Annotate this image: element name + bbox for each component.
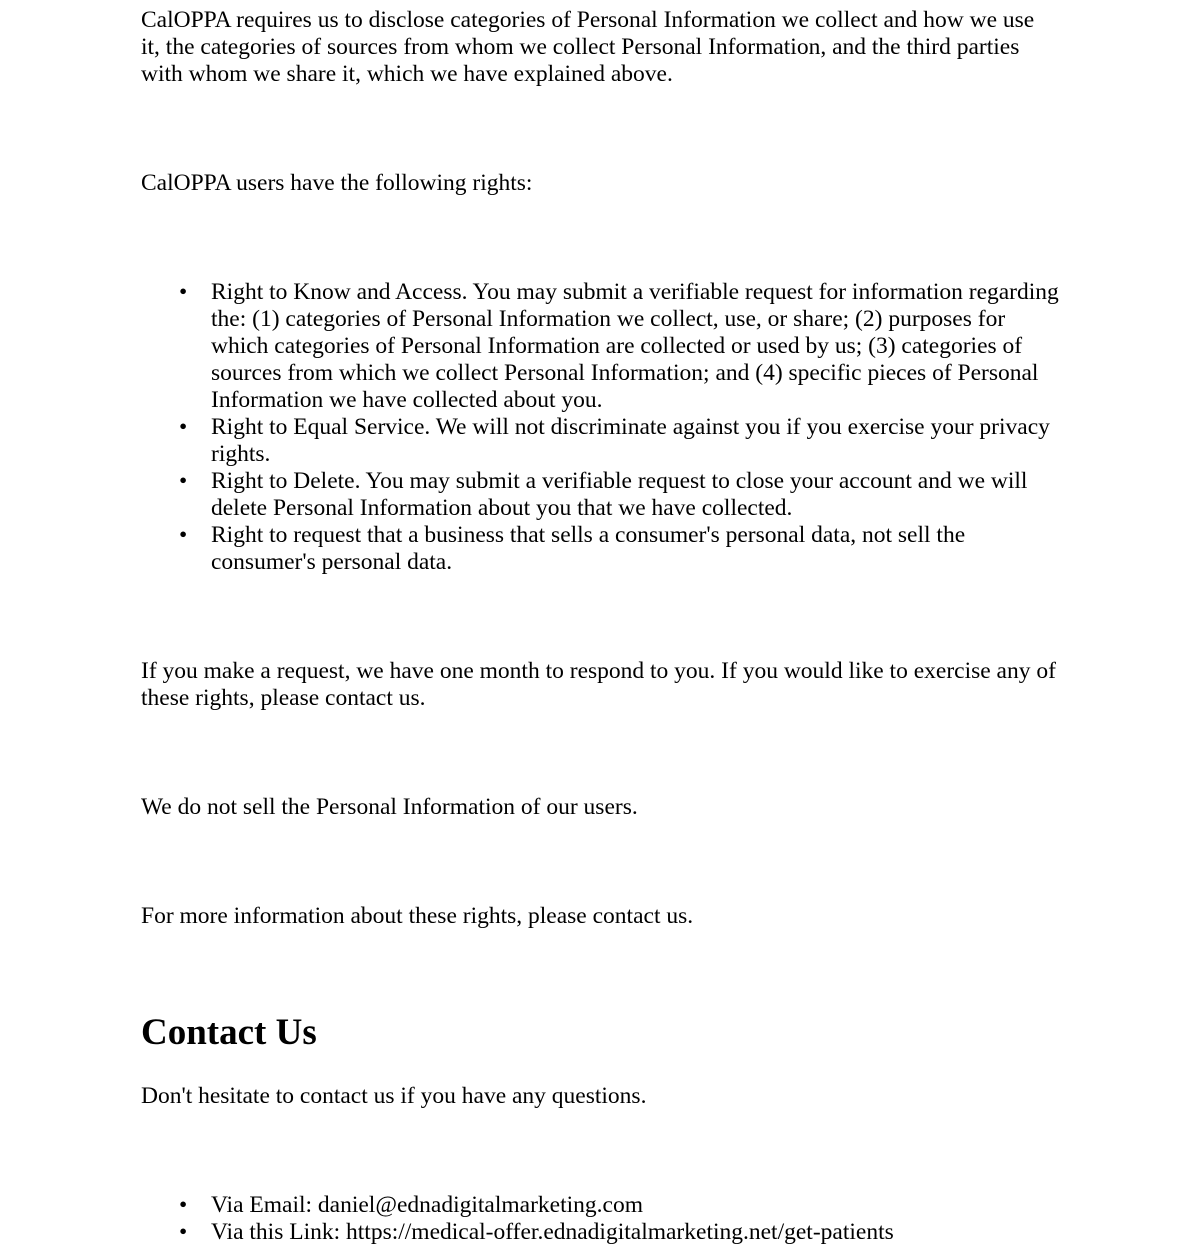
list-item-right-delete: • Right to Delete. You may submit a verifiable request to close your account and we will delete Personal Information about you that we have collected. [211, 468, 1059, 522]
list-item-right-know-access: • Right to Know and Access. You may submit a verifiable request for information regarding the: (1) categories of Personal Information we collect, use, or share; (2) purposes for which categories of Personal Information are collected or used by us; (3) categories of sources from which we collect Personal Information; and (4) specific pieces of Personal Information we have collected about you. [211, 279, 1059, 414]
list-item-contact-email: • Via Email: daniel@ednadigitalmarketing.com [211, 1192, 1059, 1219]
paragraph-rights-intro: CalOPPA users have the following rights: [141, 170, 533, 196]
paragraph-no-sell: We do not sell the Personal Information of our users. [141, 794, 638, 820]
contact-us-heading: Contact Us [141, 1012, 317, 1053]
list-item-contact-link: • Via this Link: https://medical-offer.ednadigitalmarketing.net/get-patients [211, 1219, 1059, 1246]
list-item-right-equal-service: • Right to Equal Service. We will not discriminate against you if you exercise your privacy rights. [211, 414, 1059, 468]
paragraph-contact-intro: Don't hesitate to contact us if you have any questions. [141, 1083, 647, 1109]
paragraph-request-response: If you make a request, we have one month to respond to you. If you would like to exercise any of these rights, please contact us. [141, 658, 1056, 711]
paragraph-caloppa-disclosure: CalOPPA requires us to disclose categories of Personal Information we collect and how we use it, the categories of sources from whom we collect Personal Information, and the third parties with whom we share it, which we have explained above. [141, 7, 1035, 87]
contact-methods-list [141, 1192, 1059, 1246]
rights-list [141, 279, 1059, 576]
paragraph-more-info: For more information about these rights, please contact us. [141, 903, 694, 929]
list-item-right-no-sale: • Right to request that a business that sells a consumer's personal data, not sell the consumer's personal data. [211, 522, 1059, 576]
